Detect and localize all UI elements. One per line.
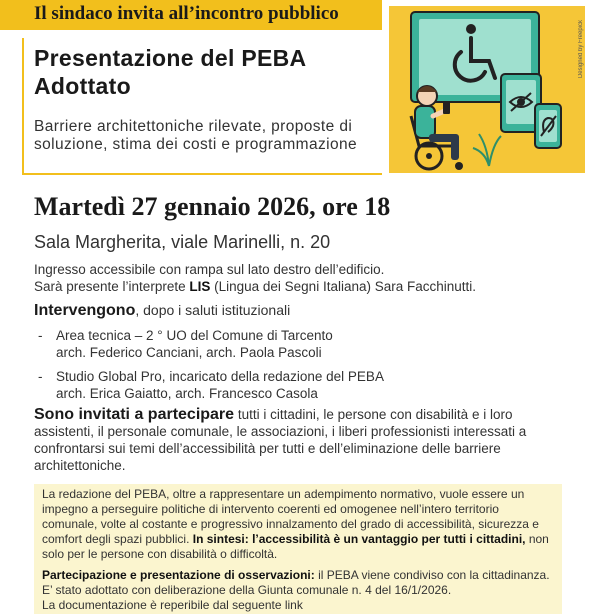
list-item: - Area tecnica – 2 ° UO del Comune di Tarcento arch. Federico Canciani, arch. Paola Pascoli: [38, 328, 333, 360]
event-datetime: Martedì 27 gennaio 2026, ore 18: [34, 192, 391, 221]
illustration-credit: Designed by Freepick: [578, 20, 584, 79]
plant-decoration: [473, 134, 501, 166]
page-subtitle: Barriere architettoniche rilevate, proposte di soluzione, stima dei costi e programmazione: [34, 118, 358, 153]
page-title: Presentazione del PEBA Adottato: [34, 45, 306, 99]
accessibility-illustration: [389, 6, 585, 173]
access-info: [34, 261, 574, 295]
note-box: [34, 484, 562, 614]
header-text: Il sindaco invita all’incontro pubblico: [34, 3, 339, 24]
event-venue: Sala Margherita, viale Marinelli, n. 20: [34, 232, 331, 252]
note-paragraph-1: La redazione del PEBA, oltre a rappresentare un adempimento normativo, vuole essere un impegno a perseguire politiche di intervento coerenti ed omogenee nell’intero territorio comunale, volte al costante e progressivo innalzamento del grado di accessibilità, sicurezza e comfort degli spazi pubblici. In sintesi: l’accessibilità è un vantaggio per tutti i cittadini, non solo per le persone con disabilità o difficoltà.: [42, 487, 549, 561]
note-paragraph-2: Partecipazione e presentazione di osservazioni: il PEBA viene condiviso con la cittadinanza. E’ stato adottato con deliberazione della Giunta comunale n. 4 del 16/1/2026. La documentazione è reperibile dal seguente link: [42, 568, 550, 612]
list-item: - Studio Global Pro, incaricato della redazione del PEBA arch. Erica Gaiatto, arch. Francesco Casola: [38, 369, 384, 401]
speakers-heading: Intervengono, dopo i saluti istituzionali: [34, 302, 291, 319]
invite-paragraph: Sono invitati a partecipare tutti i cittadini, le persone con disabilità e i loro assistenti, il personale comunale, le associazioni, i liberi professionisti interessati a confrontarsi sui temi dell’accessibilità per tutti e dell’eliminazione delle barriere architettoniche.: [34, 406, 527, 473]
access-info-line2: Sarà presente l’interprete LIS (Lingua dei Segni Italiana) Sara Facchinutti.: [34, 279, 477, 294]
access-info-line1: Ingresso accessibile con rampa sul lato destro dell’edificio.: [34, 262, 385, 277]
